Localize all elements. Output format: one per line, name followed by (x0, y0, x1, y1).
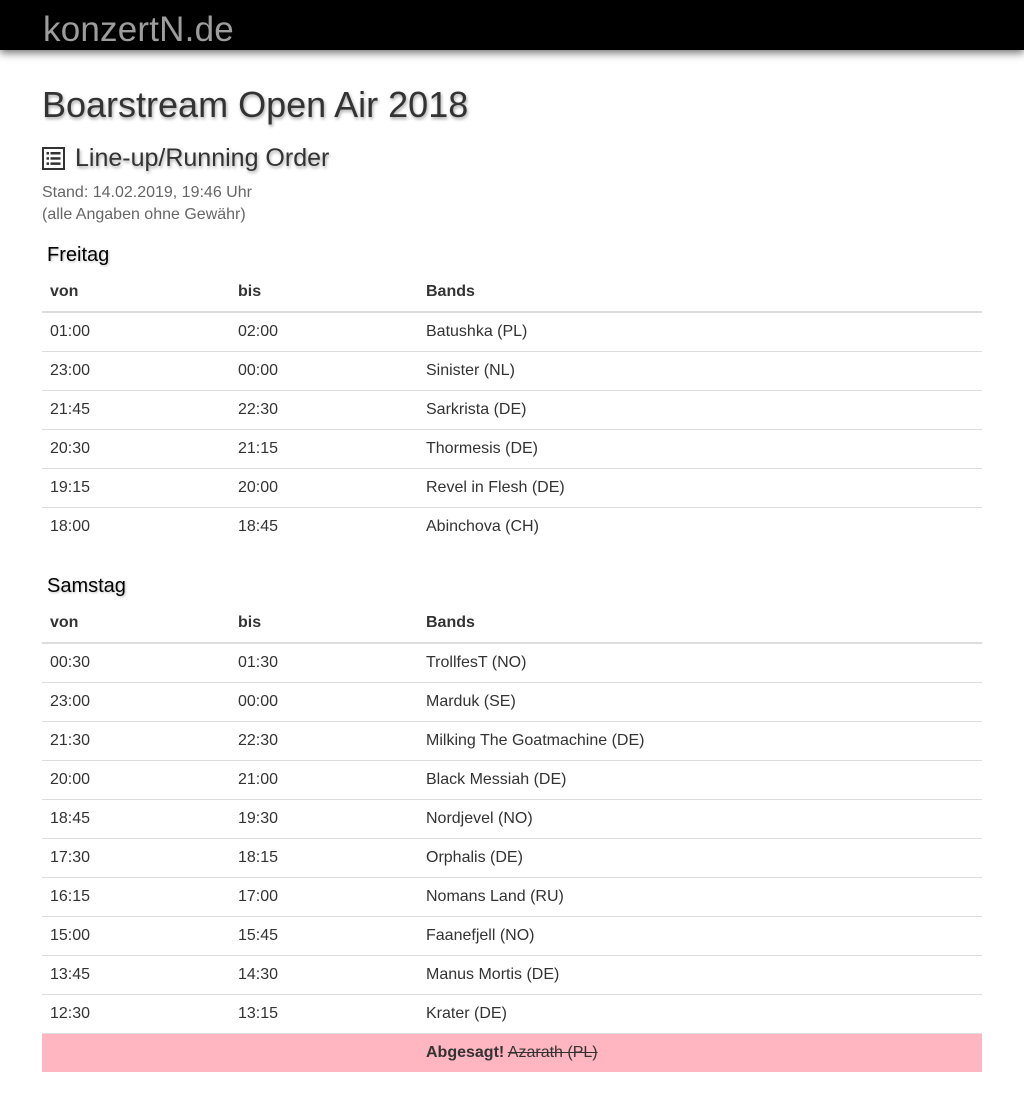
section-title: Line-up/Running Order (75, 144, 330, 172)
brand-link[interactable]: konzertN.de (43, 10, 234, 49)
time-to: 22:30 (230, 391, 418, 430)
table-row (42, 878, 982, 917)
table-row (42, 917, 982, 956)
time-from: 17:30 (42, 839, 230, 878)
cancelled-row (42, 1034, 982, 1073)
table-row (42, 430, 982, 469)
schedule-table-freitag (42, 273, 982, 546)
time-from: 16:15 (42, 878, 230, 917)
band-name: Milking The Goatmachine (DE) (418, 722, 982, 761)
time-from: 18:00 (42, 508, 230, 547)
column-header-bis: bis (230, 273, 418, 312)
time-from: 00:30 (50, 654, 91, 671)
band-name: TrollfesT (NO) (426, 654, 527, 671)
time-from: 18:45 (42, 800, 230, 839)
table-row (42, 995, 982, 1034)
stand-timestamp: Stand: 14.02.2019, 19:46 Uhr (42, 184, 252, 201)
table-row (42, 722, 982, 761)
day-title-samstag: Samstag (47, 575, 126, 597)
time-to: 00:00 (230, 683, 418, 722)
table-row (42, 469, 982, 508)
table-row (42, 352, 982, 391)
band-name: Marduk (SE) (418, 683, 982, 722)
band-name: Thormesis (DE) (418, 430, 982, 469)
time-to: 02:00 (238, 323, 279, 340)
band-name: Sinister (NL) (418, 352, 982, 391)
band-name: Nomans Land (RU) (418, 878, 982, 917)
band-name: Faanefjell (NO) (418, 917, 982, 956)
band-name: Sarkrista (DE) (418, 391, 982, 430)
time-to: 15:45 (230, 917, 418, 956)
table-row (42, 683, 982, 722)
time-to: 18:45 (230, 508, 418, 547)
time-to: 13:15 (230, 995, 418, 1034)
time-to: 18:15 (230, 839, 418, 878)
column-header-bands: Bands (418, 604, 982, 643)
time-from: 21:45 (42, 391, 230, 430)
time-from: 20:00 (42, 761, 230, 800)
day-title-freitag: Freitag (47, 244, 110, 266)
band-name: Orphalis (DE) (418, 839, 982, 878)
section-heading (42, 143, 329, 173)
table-row (42, 839, 982, 878)
page-title: Boarstream Open Air 2018 (42, 84, 469, 125)
meta-info (42, 182, 252, 226)
cancelled-label: Abgesagt! (426, 1044, 505, 1061)
table-row (42, 391, 982, 430)
top-navbar (0, 0, 1024, 50)
table-row (42, 800, 982, 839)
table-row (42, 956, 982, 995)
table-header-row (42, 604, 982, 643)
band-name: Nordjevel (NO) (418, 800, 982, 839)
time-from: 19:15 (42, 469, 230, 508)
band-name: Manus Mortis (DE) (418, 956, 982, 995)
time-to: 00:00 (230, 352, 418, 391)
column-header-bands: Bands (418, 273, 982, 312)
time-to: 01:30 (238, 654, 279, 671)
band-name: Black Messiah (DE) (418, 761, 982, 800)
time-to: 14:30 (230, 956, 418, 995)
band-name: Revel in Flesh (DE) (418, 469, 982, 508)
schedule-table-samstag (42, 604, 982, 1072)
cancelled-band-name: Azarath (PL) (507, 1044, 598, 1061)
time-to: 21:15 (230, 430, 418, 469)
time-to: 22:30 (230, 722, 418, 761)
time-from: 13:45 (42, 956, 230, 995)
table-row (42, 312, 982, 352)
table-row (42, 508, 982, 547)
table-row (42, 761, 982, 800)
time-from: 23:00 (42, 683, 230, 722)
time-from: 12:30 (42, 995, 230, 1034)
column-header-von: von (42, 273, 230, 312)
cancelled-band-cell (418, 1034, 982, 1073)
time-from: 15:00 (42, 917, 230, 956)
column-header-bis: bis (230, 604, 418, 643)
table-header-row (42, 273, 982, 312)
list-icon (42, 147, 65, 170)
band-name: Batushka (PL) (426, 323, 528, 340)
time-from: 01:00 (50, 323, 91, 340)
time-from: 21:30 (42, 722, 230, 761)
band-name: Abinchova (CH) (418, 508, 982, 547)
time-to: 21:00 (230, 761, 418, 800)
time-to: 20:00 (230, 469, 418, 508)
band-name: Krater (DE) (418, 995, 982, 1034)
time-from: 23:00 (42, 352, 230, 391)
time-to: 17:00 (230, 878, 418, 917)
disclaimer: (alle Angaben ohne Gewähr) (42, 206, 246, 223)
time-from: 20:30 (42, 430, 230, 469)
table-row (42, 643, 982, 683)
time-to: 19:30 (230, 800, 418, 839)
column-header-von: von (42, 604, 230, 643)
